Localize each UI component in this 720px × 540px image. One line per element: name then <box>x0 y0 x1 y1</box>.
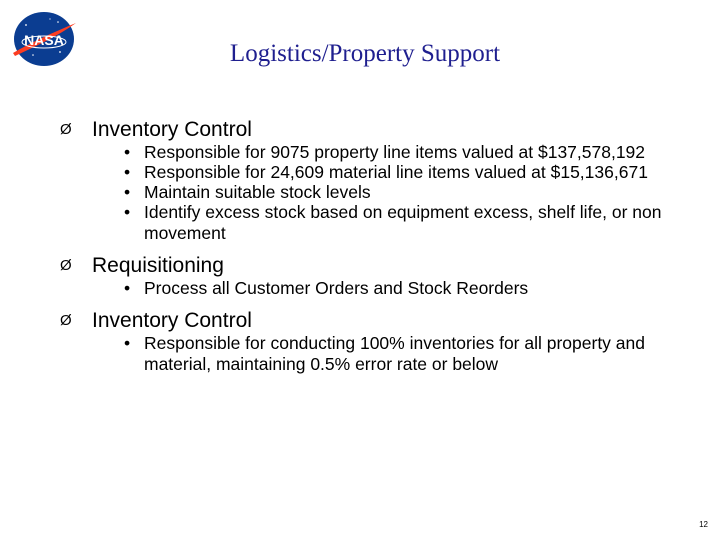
svg-text:NASA: NASA <box>24 32 64 48</box>
section-heading <box>60 253 700 279</box>
list-item <box>124 142 700 163</box>
slide-title: Logistics/Property Support <box>229 40 501 67</box>
list-item <box>124 278 700 299</box>
bullet-dot-icon: • <box>124 202 131 222</box>
bullet-dot-icon: • <box>124 278 131 298</box>
bullet-dot-icon: • <box>124 182 131 202</box>
section-heading-text: Inventory Control <box>92 118 252 141</box>
bullet-dot-icon: • <box>124 333 131 353</box>
list-item-text: Responsible for 9075 property line items valued at $137,578,192 <box>144 142 646 162</box>
arrow-bullet-icon: Ø <box>60 312 72 329</box>
list-item-text: Maintain suitable stock levels <box>144 182 371 202</box>
section-heading <box>60 117 700 143</box>
list-item <box>124 162 700 183</box>
section-inventory-control-2 <box>60 308 700 375</box>
list-item-text: Responsible for 24,609 material line items valued at $15,136,671 <box>144 162 648 182</box>
arrow-bullet-icon: Ø <box>60 257 72 274</box>
section-inventory-control <box>60 117 700 244</box>
section-heading-text: Requisitioning <box>92 254 224 277</box>
section-requisitioning <box>60 253 700 299</box>
bullet-list <box>60 117 700 375</box>
arrow-bullet-icon: Ø <box>60 121 72 138</box>
list-item-text: Identify excess stock based on equipment excess, shelf life, or non movement <box>144 202 662 243</box>
section-heading-text: Inventory Control <box>92 309 252 332</box>
bullet-dot-icon: • <box>124 162 131 182</box>
list-item <box>124 202 700 244</box>
bullet-dot-icon: • <box>124 142 131 162</box>
list-item-text: Process all Customer Orders and Stock Reorders <box>144 278 529 298</box>
list-item <box>124 182 700 203</box>
list-item-text: Responsible for conducting 100% inventories for all property and material, maintaining 0.5% error rate or below <box>144 333 645 374</box>
list-item <box>124 333 700 375</box>
page-number: 12 <box>699 520 708 529</box>
section-heading <box>60 308 700 334</box>
